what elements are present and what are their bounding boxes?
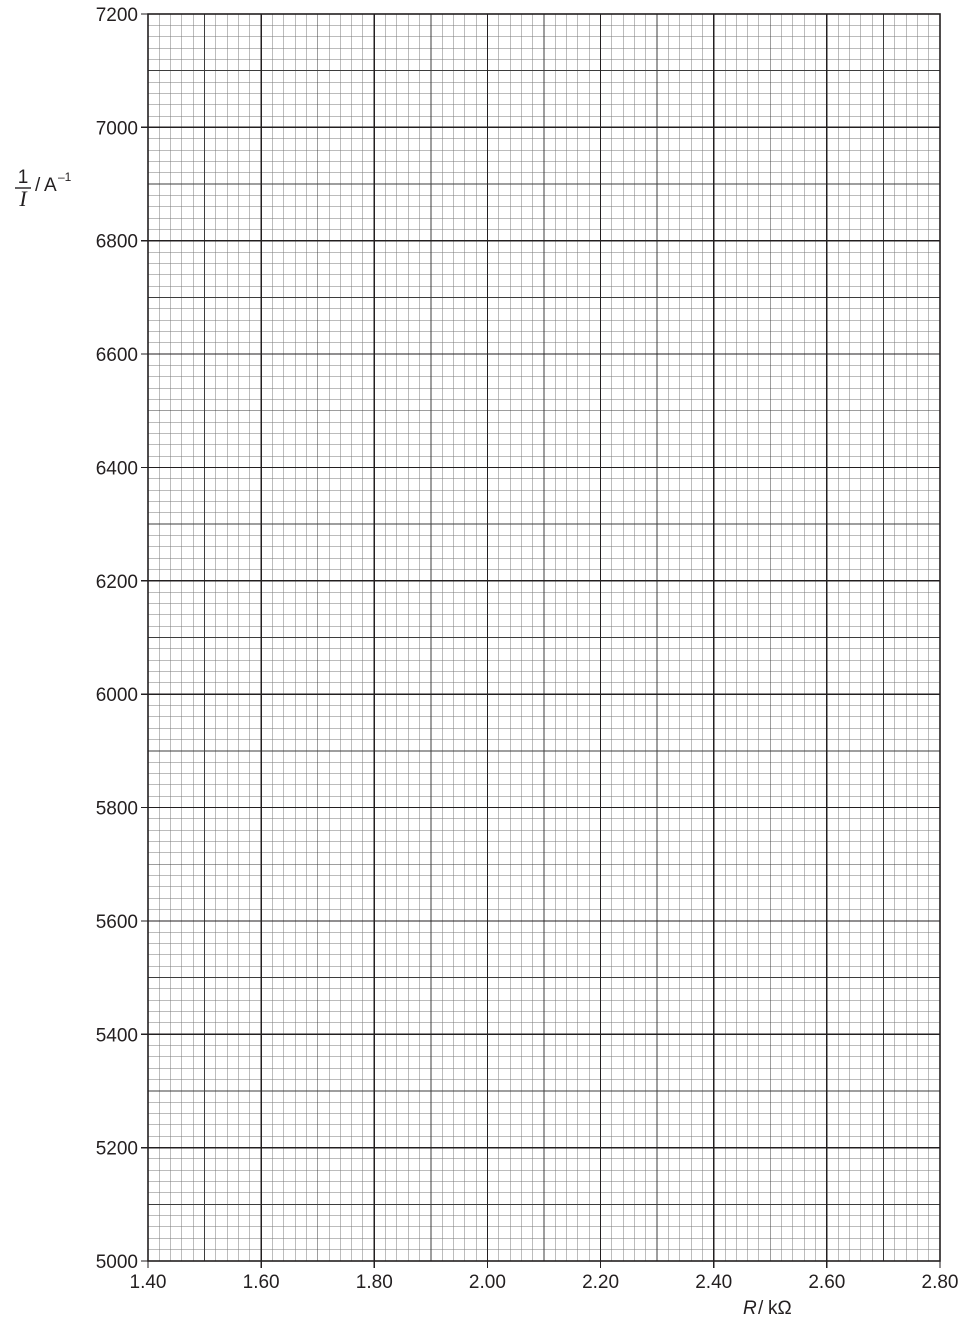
y-tick-label: 6600 xyxy=(95,345,138,367)
y-axis-title xyxy=(15,167,72,211)
x-tick-labels xyxy=(130,1272,959,1293)
y-axis-title-unit-exponent: –1 xyxy=(58,170,72,184)
y-tick-label: 6400 xyxy=(95,458,138,480)
y-tick-labels xyxy=(96,5,138,1273)
y-tick-label: 6800 xyxy=(95,231,138,253)
x-tick-label: 2.60 xyxy=(808,1272,846,1293)
x-axis-title-slash: / xyxy=(758,1298,764,1319)
x-tick-label: 2.20 xyxy=(582,1272,620,1293)
y-axis-title-numerator: 1 xyxy=(17,167,29,188)
y-axis-title-variable: I xyxy=(19,186,27,211)
x-tick-label: 1.40 xyxy=(129,1272,167,1293)
y-axis-title-unit: A xyxy=(44,175,57,196)
x-tick-label: 1.60 xyxy=(242,1272,280,1293)
x-tick-label: 2.40 xyxy=(695,1272,733,1293)
y-tick-label: 5200 xyxy=(95,1138,138,1160)
x-axis-title-unit: kΩ xyxy=(768,1298,792,1319)
y-axis-title-slash: / xyxy=(35,175,41,196)
y-tick-label: 7000 xyxy=(95,118,138,140)
x-tick-label: 2.00 xyxy=(468,1272,506,1293)
y-tick-marks xyxy=(141,14,148,1261)
y-tick-label: 6000 xyxy=(95,685,138,707)
x-tick-label: 2.80 xyxy=(921,1272,959,1293)
x-tick-marks xyxy=(148,1261,940,1268)
y-tick-label: 5800 xyxy=(95,798,138,820)
x-axis-title-variable: R xyxy=(743,1298,757,1319)
mid-grid xyxy=(148,14,940,1261)
x-axis-title xyxy=(743,1298,792,1319)
x-tick-label: 1.80 xyxy=(355,1272,393,1293)
y-tick-label: 6200 xyxy=(95,571,138,593)
y-tick-label: 5000 xyxy=(95,1252,138,1273)
y-tick-label: 7200 xyxy=(95,5,138,26)
y-tick-label: 5400 xyxy=(95,1025,138,1047)
y-tick-label: 5600 xyxy=(95,911,138,933)
